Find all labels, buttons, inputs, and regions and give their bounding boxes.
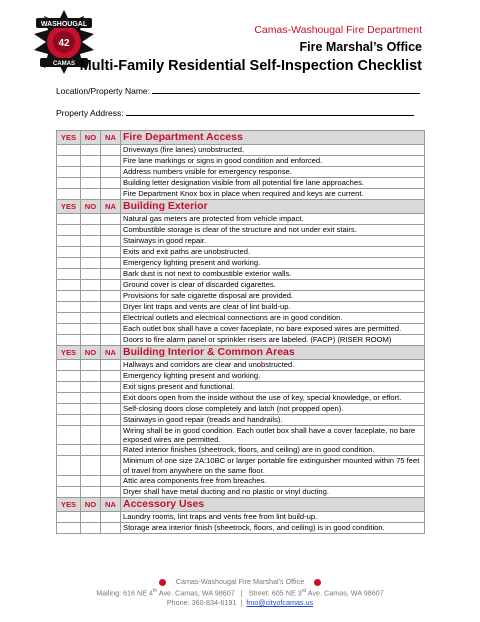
no-checkbox-cell[interactable] bbox=[81, 189, 101, 200]
checklist-item-text: Exits and exit paths are unobstructed. bbox=[121, 247, 425, 258]
address-input-line[interactable] bbox=[126, 108, 414, 116]
footer-office-line bbox=[0, 577, 480, 586]
na-checkbox-cell[interactable] bbox=[101, 291, 121, 302]
na-checkbox-cell[interactable] bbox=[101, 456, 121, 475]
yes-checkbox-cell[interactable] bbox=[57, 324, 81, 335]
checklist-item-text: Emergency lighting present and working. bbox=[121, 258, 425, 269]
na-checkbox-cell[interactable] bbox=[101, 313, 121, 324]
checklist-item-text: Emergency lighting present and working. bbox=[121, 371, 425, 382]
logo-top-text: WASHOUGAL bbox=[40, 21, 88, 28]
na-checkbox-cell[interactable] bbox=[101, 178, 121, 189]
checklist-item-text: Dryer lint traps and vents are clear of lint build-up. bbox=[121, 302, 425, 313]
na-checkbox-cell[interactable] bbox=[101, 522, 121, 533]
no-checkbox-cell[interactable] bbox=[81, 415, 101, 426]
checklist-row bbox=[57, 280, 425, 291]
na-checkbox-cell[interactable] bbox=[101, 269, 121, 280]
checklist-item-text: Hallways and corridors are clear and unobstructed. bbox=[121, 360, 425, 371]
checklist-row bbox=[57, 486, 425, 497]
no-checkbox-cell[interactable] bbox=[81, 145, 101, 156]
yes-checkbox-cell[interactable] bbox=[57, 178, 81, 189]
checklist-row bbox=[57, 324, 425, 335]
yes-checkbox-cell[interactable] bbox=[57, 269, 81, 280]
department-name: Camas-Washougal Fire Department bbox=[254, 24, 422, 36]
checklist-row bbox=[57, 145, 425, 156]
checklist-row bbox=[57, 404, 425, 415]
yes-checkbox-cell[interactable] bbox=[57, 313, 81, 324]
footer-address-line bbox=[0, 588, 480, 597]
no-checkbox-cell[interactable] bbox=[81, 456, 101, 475]
office-name: Fire Marshal’s Office bbox=[299, 40, 422, 54]
na-column-label: NA bbox=[101, 497, 121, 511]
yes-checkbox-cell[interactable] bbox=[57, 258, 81, 269]
checklist-item-text: Address numbers visible for emergency response. bbox=[121, 167, 425, 178]
no-checkbox-cell[interactable] bbox=[81, 167, 101, 178]
section-header-row bbox=[57, 200, 425, 214]
location-label: Location/Property Name: bbox=[56, 86, 151, 96]
footer-mailing-sup: th bbox=[153, 588, 158, 594]
no-checkbox-cell[interactable] bbox=[81, 280, 101, 291]
no-column-label: NO bbox=[81, 346, 101, 360]
no-checkbox-cell[interactable] bbox=[81, 426, 101, 445]
yes-column-label: YES bbox=[57, 131, 81, 145]
yes-checkbox-cell[interactable] bbox=[57, 415, 81, 426]
yes-checkbox-cell[interactable] bbox=[57, 156, 81, 167]
checklist-row bbox=[57, 522, 425, 533]
checklist-item-text: Natural gas meters are protected from vehicle impact. bbox=[121, 214, 425, 225]
footer-office: Camas-Washougal Fire Marshal’s Office bbox=[175, 577, 305, 586]
no-checkbox-cell[interactable] bbox=[81, 335, 101, 346]
no-checkbox-cell[interactable] bbox=[81, 404, 101, 415]
checklist-row bbox=[57, 360, 425, 371]
bullet-dot-icon bbox=[159, 579, 166, 586]
checklist-item-text: Driveways (fire lanes) unobstructed. bbox=[121, 145, 425, 156]
bullet-dot-icon bbox=[314, 579, 321, 586]
footer-street-sup: rd bbox=[301, 588, 307, 594]
checklist-row bbox=[57, 236, 425, 247]
na-checkbox-cell[interactable] bbox=[101, 324, 121, 335]
no-checkbox-cell[interactable] bbox=[81, 360, 101, 371]
checklist-row bbox=[57, 302, 425, 313]
location-input-line[interactable] bbox=[152, 86, 420, 94]
document-title: Multi-Family Residential Self-Inspection Checklist bbox=[79, 58, 422, 74]
yes-column-label: YES bbox=[57, 497, 81, 511]
na-checkbox-cell[interactable] bbox=[101, 189, 121, 200]
checklist-item-text: Wiring shall be in good condition. Each outlet box shall have a cover faceplate, no bare exposed wires are permitted. bbox=[121, 426, 425, 445]
yes-checkbox-cell[interactable] bbox=[57, 486, 81, 497]
checklist-item-text: Laundry rooms, lint traps and vents free from lint build-up. bbox=[121, 511, 425, 522]
na-checkbox-cell[interactable] bbox=[101, 214, 121, 225]
no-checkbox-cell[interactable] bbox=[81, 302, 101, 313]
yes-checkbox-cell[interactable] bbox=[57, 360, 81, 371]
section-title: Building Interior & Common Areas bbox=[121, 346, 425, 360]
checklist-row bbox=[57, 445, 425, 456]
no-column-label: NO bbox=[81, 131, 101, 145]
footer-email-link[interactable]: fmo@cityofcamas.us bbox=[246, 598, 314, 607]
no-checkbox-cell[interactable] bbox=[81, 324, 101, 335]
no-checkbox-cell[interactable] bbox=[81, 382, 101, 393]
checklist-row bbox=[57, 511, 425, 522]
checklist-row bbox=[57, 225, 425, 236]
logo-number: 42 bbox=[58, 38, 70, 49]
checklist-row bbox=[57, 456, 425, 475]
na-column-label: NA bbox=[101, 346, 121, 360]
no-column-label: NO bbox=[81, 497, 101, 511]
checklist-item-text: Self-closing doors close completely and latch (not propped open). bbox=[121, 404, 425, 415]
checklist-row bbox=[57, 382, 425, 393]
yes-checkbox-cell[interactable] bbox=[57, 225, 81, 236]
yes-checkbox-cell[interactable] bbox=[57, 404, 81, 415]
footer-mailing-suffix: Ave. Camas, WA 98607 bbox=[157, 588, 235, 598]
checklist-row bbox=[57, 258, 425, 269]
checklist-row bbox=[57, 335, 425, 346]
footer-phone: Phone: 360-834-6191 bbox=[166, 598, 237, 607]
na-column-label: NA bbox=[101, 131, 121, 145]
checklist-item-text: Fire Department Knox box in place when required and keys are current. bbox=[121, 189, 425, 200]
na-checkbox-cell[interactable] bbox=[101, 360, 121, 371]
address-field[interactable] bbox=[56, 108, 414, 118]
na-checkbox-cell[interactable] bbox=[101, 236, 121, 247]
checklist-item-text: Doors to fire alarm panel or sprinkler risers are labeled. (FACP) (RISER ROOM) bbox=[121, 335, 425, 346]
checklist-row bbox=[57, 269, 425, 280]
yes-checkbox-cell[interactable] bbox=[57, 145, 81, 156]
location-field[interactable] bbox=[56, 86, 420, 96]
inspection-checklist bbox=[56, 130, 425, 534]
no-checkbox-cell[interactable] bbox=[81, 511, 101, 522]
na-checkbox-cell[interactable] bbox=[101, 247, 121, 258]
footer-separator: | bbox=[240, 598, 243, 607]
footer-street-suffix: Ave. Camas, WA 98607 bbox=[306, 588, 384, 598]
no-checkbox-cell[interactable] bbox=[81, 522, 101, 533]
yes-checkbox-cell[interactable] bbox=[57, 280, 81, 291]
checklist-item-text: Minimum of one size 2A:10BC or larger portable fire extinguisher mounted within 75 feet of travel from anywhere on the same floor. bbox=[121, 456, 425, 475]
yes-checkbox-cell[interactable] bbox=[57, 522, 81, 533]
na-checkbox-cell[interactable] bbox=[101, 393, 121, 404]
yes-checkbox-cell[interactable] bbox=[57, 247, 81, 258]
yes-column-label: YES bbox=[57, 200, 81, 214]
na-checkbox-cell[interactable] bbox=[101, 167, 121, 178]
address-label: Property Address: bbox=[56, 108, 124, 118]
checklist-row bbox=[57, 426, 425, 445]
yes-checkbox-cell[interactable] bbox=[57, 214, 81, 225]
section-title: Accessory Uses bbox=[121, 497, 425, 511]
no-checkbox-cell[interactable] bbox=[81, 214, 101, 225]
checklist-item-text: Electrical outlets and electrical connections are in good condition. bbox=[121, 313, 425, 324]
yes-checkbox-cell[interactable] bbox=[57, 371, 81, 382]
checklist-item-text: Exit doors open from the inside without the use of key, special knowledge, or effort. bbox=[121, 393, 425, 404]
na-checkbox-cell[interactable] bbox=[101, 426, 121, 445]
checklist-item-text: Building letter designation visible from all potential fire lane approaches. bbox=[121, 178, 425, 189]
na-checkbox-cell[interactable] bbox=[101, 486, 121, 497]
na-checkbox-cell[interactable] bbox=[101, 258, 121, 269]
checklist-item-text: Rated interior finishes (sheetrock, floors, and ceiling) are in good condition. bbox=[121, 445, 425, 456]
no-checkbox-cell[interactable] bbox=[81, 236, 101, 247]
checklist-item-text: Stairways in good repair. bbox=[121, 236, 425, 247]
na-checkbox-cell[interactable] bbox=[101, 445, 121, 456]
na-checkbox-cell[interactable] bbox=[101, 415, 121, 426]
no-checkbox-cell[interactable] bbox=[81, 225, 101, 236]
no-column-label: NO bbox=[81, 200, 101, 214]
na-checkbox-cell[interactable] bbox=[101, 371, 121, 382]
na-checkbox-cell[interactable] bbox=[101, 382, 121, 393]
no-checkbox-cell[interactable] bbox=[81, 247, 101, 258]
checklist-item-text: Attic area components free from breaches. bbox=[121, 475, 425, 486]
no-checkbox-cell[interactable] bbox=[81, 371, 101, 382]
no-checkbox-cell[interactable] bbox=[81, 258, 101, 269]
checklist-row bbox=[57, 371, 425, 382]
checklist-row bbox=[57, 167, 425, 178]
checklist-row bbox=[57, 189, 425, 200]
checklist-item-text: Storage area interior finish (sheetrock, floors, and ceiling) is in good condition. bbox=[121, 522, 425, 533]
no-checkbox-cell[interactable] bbox=[81, 156, 101, 167]
yes-checkbox-cell[interactable] bbox=[57, 382, 81, 393]
na-checkbox-cell[interactable] bbox=[101, 511, 121, 522]
no-checkbox-cell[interactable] bbox=[81, 269, 101, 280]
checklist-item-text: Stairways in good repair (treads and handrails). bbox=[121, 415, 425, 426]
na-checkbox-cell[interactable] bbox=[101, 475, 121, 486]
no-checkbox-cell[interactable] bbox=[81, 486, 101, 497]
na-checkbox-cell[interactable] bbox=[101, 302, 121, 313]
na-checkbox-cell[interactable] bbox=[101, 145, 121, 156]
checklist-row bbox=[57, 178, 425, 189]
section-header-row bbox=[57, 346, 425, 360]
checklist-item-text: Ground cover is clear of discarded cigarettes. bbox=[121, 280, 425, 291]
yes-checkbox-cell[interactable] bbox=[57, 189, 81, 200]
na-checkbox-cell[interactable] bbox=[101, 335, 121, 346]
checklist-item-text: Fire lane markings or signs in good condition and enforced. bbox=[121, 156, 425, 167]
no-checkbox-cell[interactable] bbox=[81, 475, 101, 486]
yes-checkbox-cell[interactable] bbox=[57, 335, 81, 346]
checklist-item-text: Provisions for safe cigarette disposal are provided. bbox=[121, 291, 425, 302]
no-checkbox-cell[interactable] bbox=[81, 178, 101, 189]
yes-checkbox-cell[interactable] bbox=[57, 291, 81, 302]
checklist-row bbox=[57, 313, 425, 324]
yes-checkbox-cell[interactable] bbox=[57, 426, 81, 445]
no-checkbox-cell[interactable] bbox=[81, 393, 101, 404]
logo-bottom-text: CAMAS bbox=[53, 61, 75, 67]
checklist-item-text: Exit signs present and functional. bbox=[121, 382, 425, 393]
checklist-row bbox=[57, 156, 425, 167]
section-title: Fire Department Access bbox=[121, 131, 425, 145]
yes-checkbox-cell[interactable] bbox=[57, 445, 81, 456]
checklist-row bbox=[57, 475, 425, 486]
checklist-item-text: Combustible storage is clear of the structure and not under exit stairs. bbox=[121, 225, 425, 236]
checklist-row bbox=[57, 415, 425, 426]
na-column-label: NA bbox=[101, 200, 121, 214]
na-checkbox-cell[interactable] bbox=[101, 225, 121, 236]
footer-street-prefix: Street: 605 NE 3 bbox=[248, 588, 302, 598]
yes-checkbox-cell[interactable] bbox=[57, 236, 81, 247]
yes-checkbox-cell[interactable] bbox=[57, 393, 81, 404]
checklist-item-text: Bark dust is not next to combustible exterior walls. bbox=[121, 269, 425, 280]
no-checkbox-cell[interactable] bbox=[81, 291, 101, 302]
yes-checkbox-cell[interactable] bbox=[57, 456, 81, 475]
footer-mailing-prefix: Mailing: 616 NE 4 bbox=[96, 588, 154, 598]
checklist-row bbox=[57, 247, 425, 258]
no-checkbox-cell[interactable] bbox=[81, 445, 101, 456]
checklist-item-text: Dryer shall have metal ducting and no plastic or vinyl ducting. bbox=[121, 486, 425, 497]
checklist-item-text: Each outlet box shall have a cover faceplate, no bare exposed wires are permitted. bbox=[121, 324, 425, 335]
footer-contact-line bbox=[0, 598, 480, 607]
footer-separator: | bbox=[240, 588, 243, 598]
yes-column-label: YES bbox=[57, 346, 81, 360]
checklist-row bbox=[57, 291, 425, 302]
yes-checkbox-cell[interactable] bbox=[57, 475, 81, 486]
section-header-row bbox=[57, 497, 425, 511]
checklist-row bbox=[57, 393, 425, 404]
yes-checkbox-cell[interactable] bbox=[57, 167, 81, 178]
section-title: Building Exterior bbox=[121, 200, 425, 214]
na-checkbox-cell[interactable] bbox=[101, 280, 121, 291]
checklist-row bbox=[57, 214, 425, 225]
yes-checkbox-cell[interactable] bbox=[57, 302, 81, 313]
section-header-row bbox=[57, 131, 425, 145]
na-checkbox-cell[interactable] bbox=[101, 404, 121, 415]
yes-checkbox-cell[interactable] bbox=[57, 511, 81, 522]
na-checkbox-cell[interactable] bbox=[101, 156, 121, 167]
no-checkbox-cell[interactable] bbox=[81, 313, 101, 324]
